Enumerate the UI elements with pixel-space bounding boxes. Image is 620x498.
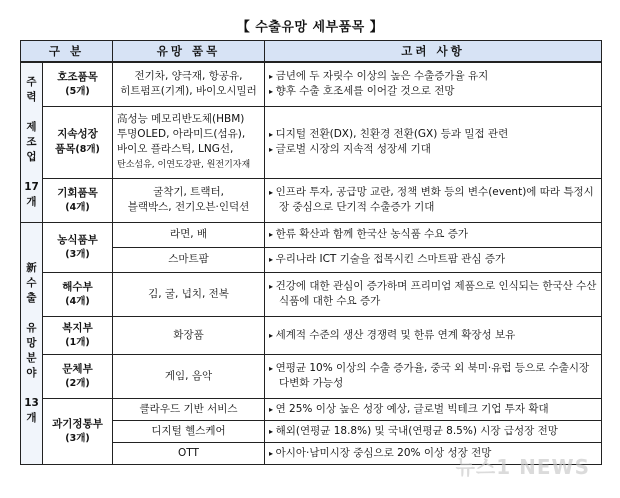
header-category: 구 분 — [21, 41, 113, 63]
header-items: 유망 품목 — [113, 41, 265, 63]
group-name: 해수부 (4개) — [43, 272, 113, 316]
notes-cell: ▸ 아시아·남미시장 중심으로 20% 이상 성장 전망 — [265, 442, 602, 464]
notes-cell: ▸ 한류 확산과 함께 한국산 농식품 수요 증가 — [265, 222, 602, 247]
group-name: 지속성장 품목(8개) — [43, 106, 113, 178]
group-name: 농식품부 (3개) — [43, 222, 113, 272]
table-row — [21, 272, 602, 316]
notes-cell: ▸ 연 25% 이상 높은 성장 예상, 글로벌 빅테크 기업 투자 확대 — [265, 398, 602, 420]
document-title: 【 수출유망 세부품목 】 — [236, 20, 384, 35]
items-cell: 클라우드 기반 서비스 — [113, 398, 265, 420]
notes-cell: ▸ 연평균 10% 이상의 수출 증가율, 중국 외 북미·유럽 등으로 수출시장 다변화 가능성 — [265, 354, 602, 398]
watermark: 뉴스1 NEWS — [455, 455, 590, 479]
notes-cell: ▸ 건강에 대한 관심이 증가하며 프리미엄 제품으로 인식되는 한국산 수산식품에 대한 수요 증가 — [265, 272, 602, 316]
notes-cell: ▸ 디지털 전환(DX), 친환경 전환(GX) 등과 밀접 관련 ▸ 글로벌 시장의 지속적 성장세 기대 — [265, 106, 602, 178]
group-name: 호조품목 (5개) — [43, 62, 113, 106]
notes-cell: ▸ 금년에 두 자릿수 이상의 높은 수출증가율 유지 ▸ 향후 수출 호조세를 이어갈 것으로 전망 — [265, 62, 602, 106]
items-cell: OTT — [113, 442, 265, 464]
items-cell: 김, 굴, 넙치, 전복 — [113, 272, 265, 316]
items-cell: 디지털 헬스케어 — [113, 420, 265, 442]
table-row — [21, 106, 602, 178]
table-row — [21, 398, 602, 420]
items-cell: 전기차, 양극재, 항공유, 히트펌프(기계), 바이오시밀러 — [113, 62, 265, 106]
items-cell: 라면, 배 — [113, 222, 265, 247]
notes-cell: ▸ 세계적 수준의 생산 경쟁력 및 한류 연계 확장성 보유 — [265, 316, 602, 354]
table-header-row — [21, 41, 602, 63]
group-name: 기회품목 (4개) — [43, 178, 113, 222]
group-name: 복지부 (1개) — [43, 316, 113, 354]
table-row — [21, 354, 602, 398]
section-label-new-export: 新 수 출 유 망 분 야 13 개 — [21, 222, 43, 464]
table-row — [21, 316, 602, 354]
notes-cell: ▸ 해외(연평균 18.8%) 및 국내(연평균 8.5%) 시장 급성장 전망 — [265, 420, 602, 442]
group-name: 문체부 (2개) — [43, 354, 113, 398]
group-name: 과기정통부 (3개) — [43, 398, 113, 464]
notes-cell: ▸ 우리나라 ICT 기술을 접목시킨 스마트팜 관심 증가 — [265, 247, 602, 272]
items-cell: 스마트팜 — [113, 247, 265, 272]
notes-cell: ▸ 인프라 투자, 공급망 교란, 정책 변화 등의 변수(event)에 따라 특정시장 중심으로 단기적 수출증가 기대 — [265, 178, 602, 222]
items-cell: 게임, 음악 — [113, 354, 265, 398]
table-row — [21, 62, 602, 106]
section-label-manufacturing: 주 력 제 조 업 17 개 — [21, 62, 43, 222]
items-cell: 高성능 메모리반도체(HBM) 투명OLED, 아라미드(섬유), 바이오 플라스틱, LNG선, 탄소섬유, 이연도강판, 원전기자재 — [113, 106, 265, 178]
items-cell: 굴착기, 트랙터, 블랙박스, 전기오븐·인덕션 — [113, 178, 265, 222]
table-row — [21, 222, 602, 247]
export-items-table — [20, 40, 602, 465]
header-notes: 고려 사항 — [265, 41, 602, 63]
table-row — [21, 178, 602, 222]
items-cell: 화장품 — [113, 316, 265, 354]
